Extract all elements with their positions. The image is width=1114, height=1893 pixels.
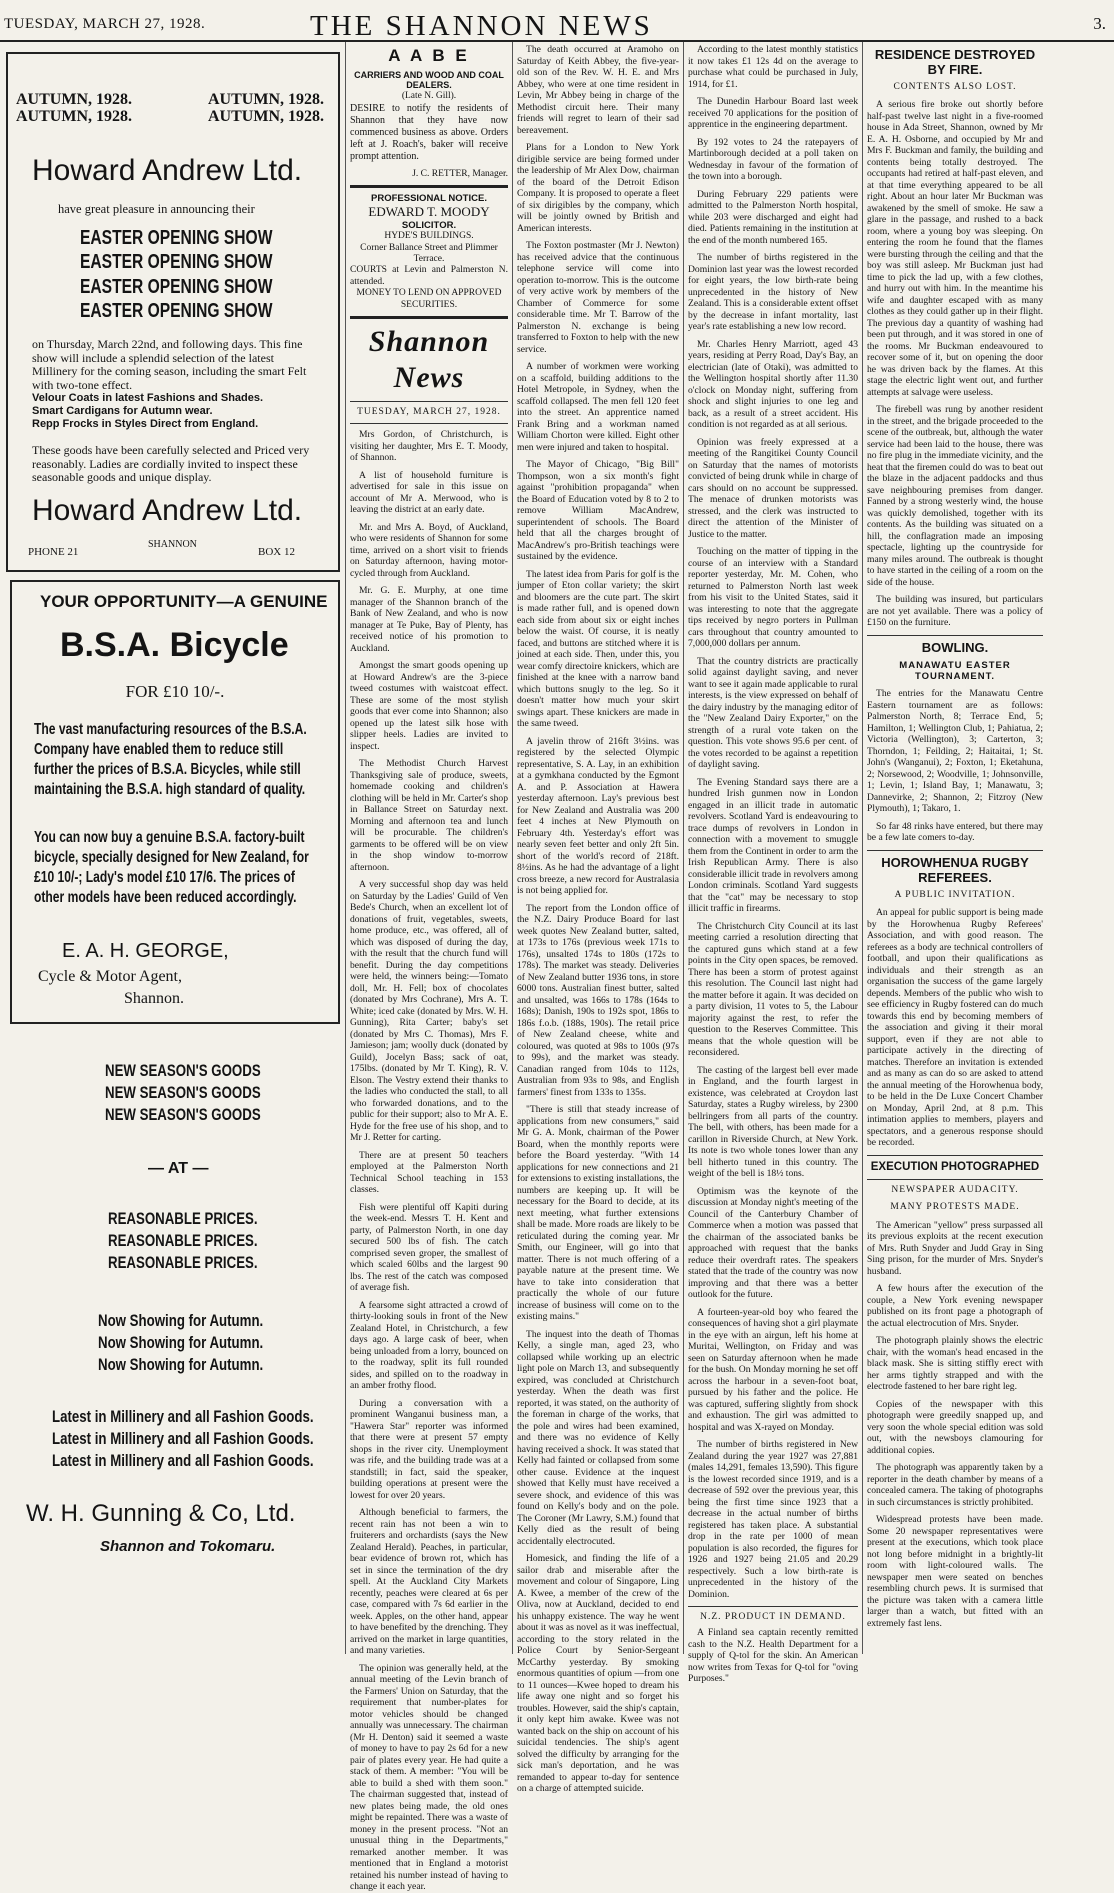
new-goods-line: NEW SEASON'S GOODS bbox=[105, 1105, 261, 1125]
intro-line: have great pleasure in announcing their bbox=[58, 202, 255, 216]
new-goods-line: NEW SEASON'S GOODS bbox=[105, 1061, 261, 1080]
news-paragraph: A Finland sea captain recently remitted cash to the N.Z. Health Department for a supply of Q-tol for the skin. An American now writes from Texas for Q-tol for "oving Purposes." bbox=[688, 1627, 858, 1685]
news-paragraph: The photograph was apparently taken by a reporter in the death chamber by means of a concealed camera. The taking of photographs in such circumstances is strictly prohibited. bbox=[867, 1462, 1043, 1508]
news-paragraph: The number of births registered in New Zealand during the year 1927 was 27,881 (males 14,291, females 13,590). This figure is the lowest recorded since 1919, and is a decrease of 592 over the previous year, this being the first time since 1923 that a decrease in the actual number of births registered has taken place. A substantial drop in the rate per 1000 of mean population is also recorded, the figures for 1926 and 1927 being 21.05 and 20.29 respectively. Such a low birth-rate is unprecedented in the history of the Dominion. bbox=[688, 1439, 858, 1600]
easter-show-line: EASTER OPENING SHOW bbox=[80, 227, 273, 249]
fire-headline: RESIDENCE DESTROYED BY FIRE. bbox=[874, 47, 1036, 77]
moody-money: MONEY TO LEND ON APPROVED SECURITIES. bbox=[356, 288, 502, 310]
bsa-price bbox=[12, 682, 338, 702]
showing-block bbox=[98, 1310, 310, 1376]
news-paragraph: By 192 votes to 24 the ratepayers of Martinborough decided at a poll taken on Wednesday in favour of the formation of the town into a borough. bbox=[688, 136, 858, 182]
execution-subhead-2: MANY PROTESTS MADE. bbox=[890, 1202, 1020, 1213]
news-paragraph: A few hours after the execution of the couple, a New York evening newspaper published on its front page a photograph of the actual electrocution of Mrs. Snyder. bbox=[867, 1283, 1043, 1329]
masthead-date: TUESDAY, MARCH 27, 1928. bbox=[4, 16, 206, 32]
phone-number: PHONE 21 bbox=[28, 546, 79, 558]
divider bbox=[350, 185, 508, 188]
news-paragraph: The opinion was generally held, at the annual meeting of the Levin branch of the Farmers' Union on Saturday, that the requirement that number-plates for motor vehicles should be changed annually was unnecessary. The chairman (Mr H. Denton) said it seemed a waste of money to have to pay 2s 6d for a new pair of plates every year. He had quite a stack of them. A member: "You will be able to build a shed with them soon." The chairman suggested that, instead of new plates being made, the old ones might be repainted. There was a waste of money in the present process. "Not an unusual thing in the Departments," remarked another member. It was mentioned that in England a motorist retained his number instead of having to change it each year. bbox=[350, 1662, 508, 1893]
at-divider-text: — AT — bbox=[148, 1160, 209, 1177]
execution-headline: EXECUTION PHOTOGRAPHED bbox=[870, 1160, 1040, 1173]
fashion-lines bbox=[32, 392, 332, 432]
news-paragraph: A fourteen-year-old boy who feared the consequences of having shot a girl playmate in the eye with an airgun, left his home at Muritai, Wellington, on Friday and was seen on Saturday afternoon when he made for the bush. On Monday morning he set off across the harbour in a seven-foot boat, pursued by his father and the police. He was captured, suffering slightly from shock and exhaustion. The girl was admitted to hospital and was X-rayed on Monday. bbox=[688, 1306, 858, 1433]
news-paragraph: The American "yellow" press surpassed all its previous exploits at the recent execution of Mrs. Ruth Snyder and Judd Gray in Sing Sing prison, for the murder of Mrs. Snyder's husband. bbox=[867, 1219, 1043, 1277]
dateline: TUESDAY, MARCH 27, 1928. bbox=[357, 407, 501, 418]
gunning-firm: W. H. Gunning & Co, Ltd. bbox=[26, 1500, 296, 1527]
news-paragraph: The photograph plainly shows the electric chair, with the woman's head encased in the black mask. She is sitting stiffly erect with her arms tightly strapped and with the electrode fastened to her bare right leg. bbox=[867, 1335, 1043, 1393]
box-number: BOX 12 bbox=[258, 546, 295, 558]
fashion-line: Smart Cardigans for Autumn wear. bbox=[32, 405, 213, 418]
news-paragraph: The Dunedin Harbour Board last week received 70 applications for the position of apprentice in the engineering department. bbox=[688, 96, 858, 130]
divider bbox=[867, 1179, 1043, 1180]
news-paragraph: Touching on the matter of tipping in the course of an interview with a Standard reporter yesterday, Mr. M. Cohen, who returned to Palmerston North last week from his visit to the United States, said it was interesting to note that the aggregate tips received by negro porters in Pullman cars throughout that country amounted to 7,000,000 dollars per annum. bbox=[688, 546, 858, 649]
aabe-body: DESIRE to notify the residents of Shannon that they have now commenced business as above. Orders left at J. Roach's, baker will receive prompt attention. bbox=[350, 102, 508, 162]
news-paragraph: Although beneficial to farmers, the recent rain has not been a win to fruiterers and orchardists (says the New Zealand Herald). Peaches, in particular, bear evidence of brown rot, which has set in since the termination of the dry spell. At the Auckland City Markets recently, peaches were cleared at 6s per case, compared with 7s 6d earlier in the week. Apples, on the other hand, appear to have benefited by the drenching. They arrived on the market in large quantities, and many varieties. bbox=[350, 1507, 508, 1657]
execution-subhead: NEWSPAPER AUDACITY. bbox=[891, 1184, 1019, 1195]
news-paragraph: That the country districts are practically solid against daylight saving, and never want to see it again made applicable to rural interests, is the view expressed on behalf of the dairy industry by the managing editor of the "New Zealand Dairy Exporter," on the strength of a rural vote taken on the question. This vote shows 95.6 per cent. of the votes recorded to be against a repetition of daylight saving. bbox=[688, 655, 858, 770]
ad-howard-andrew bbox=[6, 52, 340, 572]
moody-address: Corner Ballance Street and Plimmer Terrace. bbox=[360, 242, 498, 265]
new-goods-block bbox=[105, 1060, 305, 1126]
fashion-line: Repp Frocks in Styles Direct from England. bbox=[32, 418, 259, 431]
news-paragraph: The number of births registered in the Dominion last year was the lowest recorded for eight years, the low birth-rate being unprecedented in the history of New Zealand. This is a considerable extent offset by the decrease in infant mortality, last year's rate establishing a new low record. bbox=[688, 252, 858, 332]
agent-role: Cycle & Motor Agent, bbox=[38, 968, 182, 985]
show-description: on Thursday, March 22nd, and following days. This fine show will include a splendid selection of the latest Millinery for the coming season, including the smart Felt with two-tone effect. bbox=[32, 337, 307, 392]
agent-town: Shannon. bbox=[124, 990, 184, 1007]
town-label: SHANNON bbox=[148, 539, 197, 550]
column-rule bbox=[862, 42, 863, 1654]
news-paragraph: A javelin throw of 216ft 3½ins. was registered by the selected Olympic representative, S. A. Lay, in an exhibition at a gymkhana conducted by the Egmont A. and P. Association at Hawera yesterday afternoon. Lay's previous best for New Zealand and Australia was 200 feet 4 inches at New Plymouth on February 4th. Yesterday's effort was nearly seven feet better and only 2ft 5in. short of the world's record of 218ft. 8½ins. As he had the advantage of a light cross breeze, a new record for Australasia is not being applied for. bbox=[517, 735, 679, 896]
easter-show-line: EASTER OPENING SHOW bbox=[80, 300, 273, 323]
news-paragraph: The Foxton postmaster (Mr J. Newton) has received advice that the continuous telephone service will come into operation to-morrow. This is the outcome of very active work by members of the Chamber of Commerce for some considerable time. Mr T. Barrow of the Palmerston N. exchange is being transferred to Foxton to help with the new service. bbox=[517, 240, 679, 355]
divider bbox=[350, 423, 508, 424]
column-rule bbox=[683, 42, 684, 1654]
news-paragraph: A very successful shop day was held on Saturday by the Ladies' Guild of Ven Bede's Church, when an excellent lot of donations of fruit, vegetables, sweets, home produce, etc., was offered, all of which was disposed of during the day, with the result that the church fund will benefit. During the day competitions were held, the winners being:—Tomato doll, Mr. H. Fell; box of chocolates (donated by Mrs Cochrane), Mrs A. T. White; iced cake (donated by Mrs. W. H. Gunning), Rita Carter; baby's set (donated by Mrs C. Thomas), Mrs F. Jamieson; jam; woolly duck (donated by Guild), Jocelyn Bass; sack of oat, 175lbs. (donated by Mr T. King), R. V. Elson. The Vestry extend their thanks to the ladies who conducted the stall, to all who forwarded donations, and to the public for their support; also to Mr A. E. Hyde for the free use of his shop, and to Mr J. Retter for carting. bbox=[350, 879, 508, 1144]
bsa-body-1: The vast manufacturing resources of the B.S.A. Company have enabled them to reduce still further the prices of B.S.A. Bicycles, while still maintaining the B.S.A. high standard of quality. bbox=[34, 721, 307, 799]
news-paragraph: A serious fire broke out shortly before half-past twelve last night in a five-roomed house in Ada Street, Shannon, owned by Mr E. A. H. Osborne, and occupied by Mr and Mrs F. Buckman and family, the building and contents being totally destroyed. The occupants had retired at half-past eleven, and at that time everything appeared to be all right. About an hour later Mr Buckman was awakened by the smell of smoke. He saw a glare in the passage, and rushed to a back room, where a young boy was sleeping. On entering the room he found that the flames were bursting through the ceiling and that the boy was still asleep. Mr Buckman just had time to pick the lad up, with a few clothes, and hurry out with him. In the meantime his wife and daughter escaped with as many clothes as they could gather up in their flight. The previous day a quantity of washing had been put through, and it was stored in one of the rooms. Mr Buckman endeavoured to recover some of it, but on opening the door he was driven back by the flames. At this stage the electric light went out, and further attempts at salvage were useless. bbox=[867, 99, 1043, 398]
column-2 bbox=[350, 44, 508, 1893]
divider bbox=[350, 316, 508, 319]
news-paragraph: "There is still that steady increase of applications from new consumers," said Mr G. A. Monk, chairman of the Power Board, when the monthly reports were before the Board yesterday. "With 14 applications for new connections and 21 for extensions to existing installations, the numbers are keeping up. It will be necessary for the Board to decide, at its next meeting, what further extensions shall be made. More roads are likely to be reticulated during the coming year. Mr Smith, our Engineer, will go into that matter. There is not much offering of a payable nature at the present time. We have to take into consideration that practically the whole of our future increase of business will come on to the existing mains." bbox=[517, 1104, 680, 1322]
divider bbox=[688, 1606, 858, 1607]
divider bbox=[350, 401, 508, 402]
millinery-line: Latest in Millinery and all Fashion Goods. bbox=[52, 1429, 314, 1449]
invitation-note: These goods have been carefully selected and Priced very reasonably. Ladies are cordially invited to inspect these seasonable goods and unique display. bbox=[32, 443, 310, 485]
autumn-line: AUTUMN, 1928. bbox=[16, 91, 132, 108]
moody-buildings: HYDE'S BUILDINGS. bbox=[384, 231, 474, 242]
aabe-title: A A B E bbox=[388, 46, 470, 65]
at-divider bbox=[148, 1160, 208, 1178]
rugby-subhead: A PUBLIC INVITATION. bbox=[894, 889, 1016, 900]
moody-name: EDWARD T. MOODY bbox=[368, 204, 490, 220]
millinery-line: Latest in Millinery and all Fashion Goods. bbox=[52, 1451, 314, 1471]
divider bbox=[867, 850, 1043, 851]
news-paragraph: Amongst the smart goods opening up at Howard Andrew's are the 3-piece tweed costumes with waistcoat effect. These are some of the most stylish goods that ever come into Shannon; also opened up the latest silk hose with slipper heels. Ladies are invited to inspect. bbox=[350, 660, 508, 752]
news-paragraph: The death occurred at Aramoho on Saturday of Keith Abbey, the five-year-old son of the Rev. W. H. E. and Mrs Abbey, who were at one time resident in Levin, Mr Abbey being in charge of the Methodist circuit here. Their many friends will regret to learn of their sad bereavement. bbox=[517, 44, 679, 136]
aabe-subtitle: CARRIERS AND WOOD AND COAL DEALERS. bbox=[354, 69, 504, 91]
news-paragraph: A fearsome sight attracted a crowd of thirty-looking souls in front of the New Zealand Hotel, in Christchurch, a few days ago. A large cask of beer, when being unloaded from a lorry, bounced on to the roadway, split its full rounded sides, and spilled on to the roadway in an amber frothy flood. bbox=[350, 1299, 508, 1392]
bowling-headline: BOWLING. bbox=[921, 639, 989, 655]
news-paragraph: Opinion was freely expressed at a meeting of the Rangitikei County Council on Saturday that the names of motorists convicted of being drunk while in charge of cars should on no account be suppressed. The menace of drunken motorists was stressed, and the clerk was instructed to direct the attention of the Minister of Justice to the matter. bbox=[688, 436, 858, 540]
news-paragraph: Widespread protests have been made. Some 20 newspaper representatives were present at the executions, which took place not long before midnight in a brightly-lit room with light-coloured walls. The newspaper men were seated on benches resembling church pews. It is surmised that the picture was taken with a camera little larger than a watch, but fitted with an extremely fast lens. bbox=[867, 1514, 1043, 1629]
column-5 bbox=[867, 44, 1043, 1654]
column-3 bbox=[517, 44, 680, 1794]
news-paragraph: The Methodist Church Harvest Thanksgiving sale of produce, sweets, homemade cooking and children's clothing will be held in Mr. Carter's shop in Ballance Street on Saturday next. Morning and afternoon tea and lunch will be procurable. The children's garments to be offered will be on view in the shop window to-morrow afternoon. bbox=[350, 758, 508, 873]
nz-product-heading: N.Z. PRODUCT IN DEMAND. bbox=[700, 1612, 846, 1622]
aabe-late: (Late N. Gill). bbox=[401, 91, 457, 102]
showing-line: Now Showing for Autumn. bbox=[98, 1355, 264, 1375]
reasonable-prices-block bbox=[108, 1208, 300, 1274]
bowling-subhead: MANAWATU EASTER TOURNAMENT. bbox=[899, 659, 1011, 683]
divider bbox=[867, 1155, 1043, 1156]
firm-name-footer: Howard Andrew Ltd. bbox=[32, 494, 303, 527]
news-paragraph: An appeal for public support is being made by the Horowhenua Rugby Referees' Association, and with good reason. The referees as a body are technical controllers of football, and upon their qualifications as individuals and their strength as an organisation the success of the game largely depends. Members of the public who wish to see efficiency in Rugby fostered can do much towards this end by becoming members of the association and giving it their moral support, even if they are not able to participate actively in the directing of matches. Therefore an invitation is extended and as many as can do so are asked to attend the annual meeting of the Horowhenua body, to be held in the De Luxe Concert Chamber on Monday, April 2nd, at 8 p.m. This intimation applies to members, players and spectators, and a generous response should be recorded. bbox=[867, 907, 1043, 1149]
news-paragraph: The casting of the largest bell ever made in England, and the fourth largest in existence, was celebrated at Croydon last Saturday, states a Rugby wireless, by 2300 bellringers from all parts of the country. The bell, with others, has been made for a carillon in Riverside Church, at New York. Its note is two whole tones lower than any bell hitherto tuned in this country. The weight of the bell is 18½ tons. bbox=[688, 1064, 858, 1179]
news-paragraph: A list of household furniture is advertised for sale in this issue on account of Mr A. Merwood, who is leaving the district at an early date. bbox=[350, 469, 508, 516]
news-paragraph: Copies of the newspaper with this photograph were greedily snapped up, and very soon the whole special edition was sold out, with the newsboys clamouring for additional copies. bbox=[867, 1398, 1043, 1456]
showing-line: Now Showing for Autumn. bbox=[98, 1333, 264, 1353]
reasonable-prices-line: REASONABLE PRICES. bbox=[108, 1231, 258, 1251]
masthead bbox=[0, 0, 1114, 42]
news-paragraph: A number of workmen were working on a scaffold, building additions to the Hotel Metropole, in Sydney, when the scaffold collapsed. The men fell 120 feet into the street. An apprentice named Frank Bring and a workman named William Chorton were killed. Eight other men were injured and taken to hospital. bbox=[517, 361, 679, 453]
autumn-line: AUTUMN, 1928. bbox=[208, 91, 324, 108]
news-paragraph: Mrs Gordon, of Christchurch, is visiting her daughter, Mrs E. T. Moody, of Shannon. bbox=[350, 429, 508, 464]
autumn-right bbox=[208, 92, 324, 126]
news-paragraph: The Christchurch City Council at its last meeting carried a resolution directing that the captured guns which stand at a few points in the City open spaces, be removed. There has been a storm of protest against this resolution. The Council last night had the matter before it again. It was decided on a party division, 11 votes to 5, the Labour majority against the rest, to refer the question to the Reserves Committee. This means that the whole question will be reconsidered. bbox=[688, 920, 858, 1058]
news-paragraph: So far 48 rinks have entered, but there may be a few late comers to-day. bbox=[867, 820, 1043, 844]
reasonable-prices-line: REASONABLE PRICES. bbox=[108, 1209, 258, 1228]
news-paragraph: Mr. G. E. Murphy, at one time manager of the Shannon branch of the Bank of New Zealand, and who is now manager at Te Puke, Bay of Plenty, has received notice of his promotion to Auckland. bbox=[350, 585, 508, 654]
rugby-headline: HOROWHENUA RUGBY REFEREES. bbox=[881, 854, 1029, 885]
divider bbox=[867, 635, 1043, 636]
autumn-left bbox=[16, 92, 132, 126]
news-paragraph: The Mayor of Chicago, "Big Bill" Thompson, won a six month's fight against "prohibition propaganda" when the Board of Education voted by 8 to 2 to remove William MacAndrew, superintendent of schools. The Board held that all the charges brought of MacAndrew's pro-British teachings were sustained by the evidence. bbox=[517, 459, 679, 562]
reasonable-prices-line: REASONABLE PRICES. bbox=[108, 1253, 258, 1273]
bsa-price-text: FOR £10 10/-. bbox=[125, 682, 225, 701]
news-paragraph: The entries for the Manawatu Centre Eastern tournament are as follows: Palmerston North, 8; Terrace End, 5; Hamilton, 1; Wellington Club, 1; Pahiatua, 2; Victoria (Wellington), 3; Carterton, 3; Thorndon, 1; Feilding, 2; Haitaitai, 1; St. John's (Wanganui), 2; Foxton, 1; Eketahuna, 2; Norsewood, 2; Woodville, 1; Johnsonville, 1; Levin, 1; Island Bay, 1; Manawatu, 3; Dannevirke, 2; Shannon, 2; Fitzroy (New Plymouth), 1; Takaro, 1. bbox=[867, 688, 1043, 815]
news-paragraph: The inquest into the death of Thomas Kelly, a single man, aged 23, who collapsed while working up an electric light pole on March 13, and subsequently expired, was concluded at Christchurch yesterday. When the death was first reported, it was stated, on the authority of the foreman in charge of the works, that the pole and wires had been examined, and there was no evidence of Kelly having received a shock. It was stated that Kelly had fainted or collapsed from some other cause. Evidence at the inquest showed that Kelly must have received a severe shock, and evidence of this was found on Kelly's body and on the pole. The Coroner (Mr Lawry, S.M.) found that Kelly died as the result of being accidentally electrocuted. bbox=[517, 1328, 679, 1547]
news-paragraph: During a conversation with a prominent Wanganui business man, a "Hawera Star" reporter was informed that there were at present 57 empty shops in the river city. Unemployment was rife, and the building trade was at a standstill; in fact, said the speaker, building operations at present were the lowest for over 20 years. bbox=[350, 1397, 508, 1501]
news-paragraph: Mr. Charles Henry Marriott, aged 43 years, residing at Perry Road, Day's Bay, an electrician (late of Otaki), was admitted to the Wellington hospital shortly after 11.30 o'clock on Monday night, suffering from shock and slight injuries to one leg and back, as a result of a street accident. His condition is not regarded as at all serious. bbox=[688, 338, 858, 430]
bsa-heading-text: YOUR OPPORTUNITY—A GENUINE bbox=[40, 592, 328, 611]
millinery-block bbox=[52, 1406, 387, 1472]
new-goods-line: NEW SEASON'S GOODS bbox=[105, 1083, 261, 1103]
news-paragraph: Homesick, and finding the life of a sailor drab and miserable after the movement and colour of Singapore, Ling A. Kwee, a member of the crew of the Oliva, now at Auckland, decided to end his unhappy existence. The way he went about it was as novel as it was ineffectual, according to the story related in the Police Court by Senior-Sergeant McCarthy yesterday. By smoking enormous quantities of opium —from one to 11 ounces—Kwee hoped to dream his life away one night and so forget his troubles. However, said the ship's captain, it only kept him awake. Kwee was not wanted back on the ship on account of his suicidal tendencies. The ship's agent solved the difficulty by arranging for the sick man's deportation, and he was remanded to appear to-day for sentence on a charge of attempted suicide. bbox=[517, 1553, 679, 1794]
easter-show-line: EASTER OPENING SHOW bbox=[80, 275, 273, 298]
news-paragraph: Mr. and Mrs A. Boyd, of Auckland, who were residents of Shannon for some time, arrived on a short visit to friends on Saturday afternoon, having motor-cycled through from Auckland. bbox=[350, 521, 508, 579]
news-paragraph: The latest idea from Paris for golf is the jumper of Eton collar variety; the skirt and bloomers are the cute part. The skirt is made rather full, and is opened down each side from about six or eight inches below the waist. Of course, it is neatly faced, and buttons are stitched where it is joined at each side. Then, under this, you wear comfy directoire knickers, which are finished at the knee with a narrow band which buttons snugly to the leg. So it doesn't matter how much your skirt swings apart. These knickers are made in the same tweed. bbox=[517, 568, 679, 729]
moody-role: SOLICITOR. bbox=[401, 219, 457, 231]
bsa-brand: B.S.A. Bicycle bbox=[60, 626, 289, 664]
gunning-towns: Shannon and Tokomaru. bbox=[100, 1538, 276, 1555]
ad-bsa-bicycle bbox=[10, 580, 340, 1024]
column-rule bbox=[512, 42, 513, 1654]
fashion-line: Velour Coats in latest Fashions and Shades. bbox=[32, 392, 264, 404]
news-paragraph: The firebell was rung by another resident in the street, and the brigade proceeded to the scene of the outbreak, but, although the water service had been laid to the house, there was no fire plug in the immediate vicinity, and the heat that the firemen could do was to beat out the blaze in the adjacent paddocks and thus save neighbouring premises from danger. Fanned by a strong westerly wind, the house was quickly demolished, together with its contents. As the building was situated on a hill, the conflagration made an imposing spectacle, lighting up the countryside for many miles around. The outbreak is thought to have started in the ceiling of a room on the side of the house. bbox=[867, 404, 1043, 588]
news-paragraph: The building was insured, but particulars are not yet available. There was a policy of £150 on the furniture. bbox=[867, 594, 1043, 629]
easter-show-block bbox=[80, 226, 327, 324]
moody-courts: COURTS at Levin and Palmerston N. attended. bbox=[350, 265, 508, 287]
masthead-title: THE SHANNON NEWS bbox=[310, 10, 653, 42]
autumn-line: AUTUMN, 1928. bbox=[16, 107, 132, 125]
firm-name: Howard Andrew Ltd. bbox=[32, 154, 303, 187]
bsa-body-2: You can now buy a genuine B.S.A. factory-built bicycle, specially designed for New Zealand, for £10 10/-; Lady's model £10 17/6. The prices of other models have been reduced accordingly. bbox=[34, 829, 309, 907]
millinery-line: Latest in Millinery and all Fashion Goods. bbox=[52, 1407, 314, 1426]
shannon-news-flag: Shannon News bbox=[368, 325, 490, 395]
news-paragraph: Optimism was the keynote of the discussion at Monday night's meeting of the Council of the Canterbury Chamber of Commerce when a motion was passed that the chairman of the associated banks be approached with request that the banks reduce their overdraft rates. The speakers stated that the trade of the country was now improving and that there was a better outlook for the future. bbox=[688, 1185, 858, 1300]
agent-name: E. A. H. GEORGE, bbox=[62, 940, 229, 962]
showing-line: Now Showing for Autumn. bbox=[98, 1311, 264, 1330]
autumn-line: AUTUMN, 1928. bbox=[208, 107, 324, 125]
news-paragraph: According to the latest monthly statistics it now takes £1 12s 4d on the average to purchase what could be purchased in July, 1914, for £1. bbox=[688, 44, 858, 90]
news-paragraph: The report from the London office of the N.Z. Dairy Produce Board for last week quotes New Zealand butter, salted, at 173s to 176s (previous week 171s to 176s), unsalted 174s to 180s (172s to 178s). The market was steady. Deliveries of New Zealand butter 1936 tons, in store 6000 tons. Australian finest butter, salted and unsalted, was 166s to 178s (164s to 168s); Danish, 190s to 192s spot, 186s to 186s f.o.b. (188s, 190s). The retail price of New Zealand cheese, white and coloured, was quoted at 98s to 100s (97s to 99s), and the market was steady. Canadian ranged from 104s to 112s, Australian from 93s to 98s, and English farmers' finest from 133s to 135s. bbox=[517, 902, 679, 1098]
masthead-page-number: 3. bbox=[1093, 14, 1106, 33]
bsa-heading bbox=[40, 592, 327, 612]
news-paragraph: Fish were plentiful off Kapiti during the week-end. Messrs T. H. Kent and party, of Palmerston North, in one day secured 500 lbs of fish. The catch comprised seven groper, the smallest of which scaled 60lbs and the largest 90 lbs. The rest of the catch was composed of average fish. bbox=[350, 1201, 508, 1294]
news-paragraph: Plans for a London to New York dirigible service are being formed under the leadership of Mr Alex Dow, chairman of the board of the Detroit Edison Company. It is proposed to operate a fleet of six dirigibles by the company, which will be jointly owned by British and American interests. bbox=[517, 142, 679, 234]
fire-subhead: CONTENTS ALSO LOST. bbox=[893, 81, 1017, 92]
column-4 bbox=[688, 44, 858, 1685]
news-paragraph: During February 229 patients were admitted to the Palmerston North hospital, while 203 were discharged and eight had died. Patients remaining in the institution at the end of the month numbered 165. bbox=[688, 188, 858, 246]
news-paragraph: There are at present 50 teachers employed at the Palmerston North Technical School teaching in 153 classes. bbox=[350, 1149, 508, 1196]
easter-show-line: EASTER OPENING SHOW bbox=[80, 251, 273, 274]
news-paragraph: The Evening Standard says there are a hundred Irish gunmen now in London engaged in an illicit trade in automatic revolvers. Scotland Yard is endeavouring to trace dumps of revolvers in London in connection with a movement to smuggle them from the Continent in order to arm the Irish Republican Army. There is also considerable illicit trade in revolvers among London criminals. Scotland Yard suggests that the "cat" may be necessary to stop illicit traffic in firearms. bbox=[688, 776, 858, 914]
moody-title: PROFESSIONAL NOTICE. bbox=[371, 192, 487, 204]
aabe-signature: J. C. RETTER, Manager. bbox=[412, 168, 508, 179]
ad-gunning bbox=[10, 1060, 336, 1600]
